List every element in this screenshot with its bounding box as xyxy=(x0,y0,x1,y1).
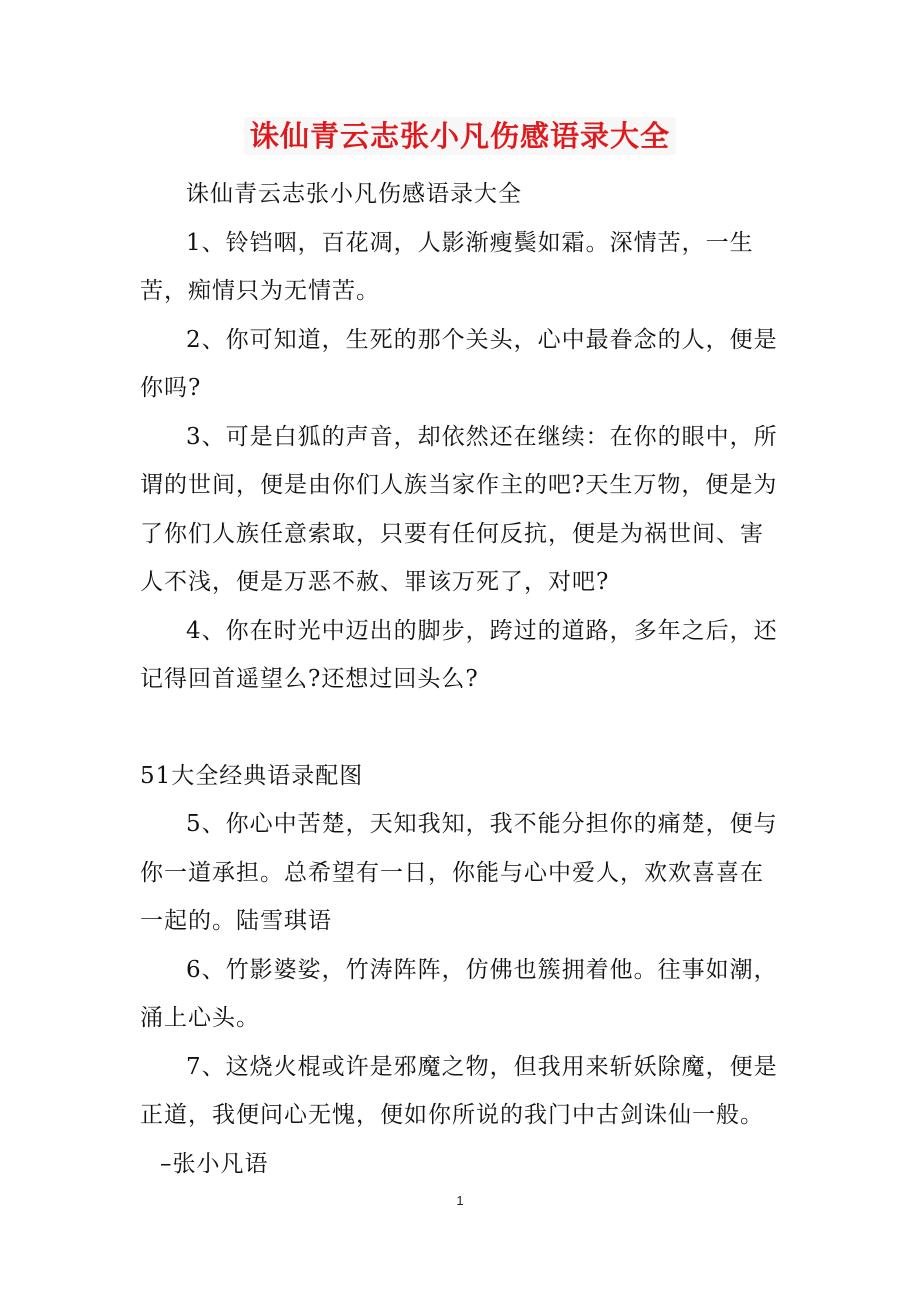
document-title xyxy=(0,112,920,160)
paragraph-quote-6: 6、竹影婆娑，竹涛阵阵，仿佛也簇拥着他。往事如潮，涌上心头。 xyxy=(140,956,778,1031)
signature: –张小凡语 xyxy=(160,1150,269,1177)
paragraph-quote-4: 4、你在时光中迈出的脚步，跨过的道路，多年之后，还记得回首遥望么?还想过回头么? xyxy=(140,617,778,692)
paragraph-gap xyxy=(140,704,785,752)
page-number: 1 xyxy=(456,1193,464,1208)
document-body xyxy=(140,170,785,1188)
paragraph-quote-5: 5、你心中苦楚，天知我知，我不能分担你的痛楚，便与你一道承担。总希望有一日，你能与心中爱人，欢欢喜喜在一起的。陆雪琪语 xyxy=(140,811,778,934)
paragraph-quote-2: 2、你可知道，生死的那个关头，心中最眷念的人，便是你吗? xyxy=(140,326,778,401)
section-heading: 51大全经典语录配图 xyxy=(140,762,364,789)
document-title-text: 诛仙青云志张小凡伤感语录大全 xyxy=(244,117,676,155)
paragraph-quote-7: 7、这烧火棍或许是邪魔之物，但我用来斩妖除魔，便是正道，我便问心无愧，便如你所说的我门中古剑诛仙一般。 xyxy=(140,1053,778,1128)
paragraph-subtitle: 诛仙青云志张小凡伤感语录大全 xyxy=(186,181,522,207)
paragraph-quote-1: 1、铃铛咽，百花凋，人影渐瘦鬓如霜。深情苦，一生苦，痴情只为无情苦。 xyxy=(140,229,754,304)
paragraph-quote-3: 3、可是白狐的声音，却依然还在继续：在你的眼中，所谓的世间，便是由你们人族当家作主的吧?天生万物，便是为了你们人族任意索取，只要有任何反抗，便是为祸世间、害人不浅，便是万恶不赦、罪该万死了，对吧? xyxy=(140,423,778,595)
